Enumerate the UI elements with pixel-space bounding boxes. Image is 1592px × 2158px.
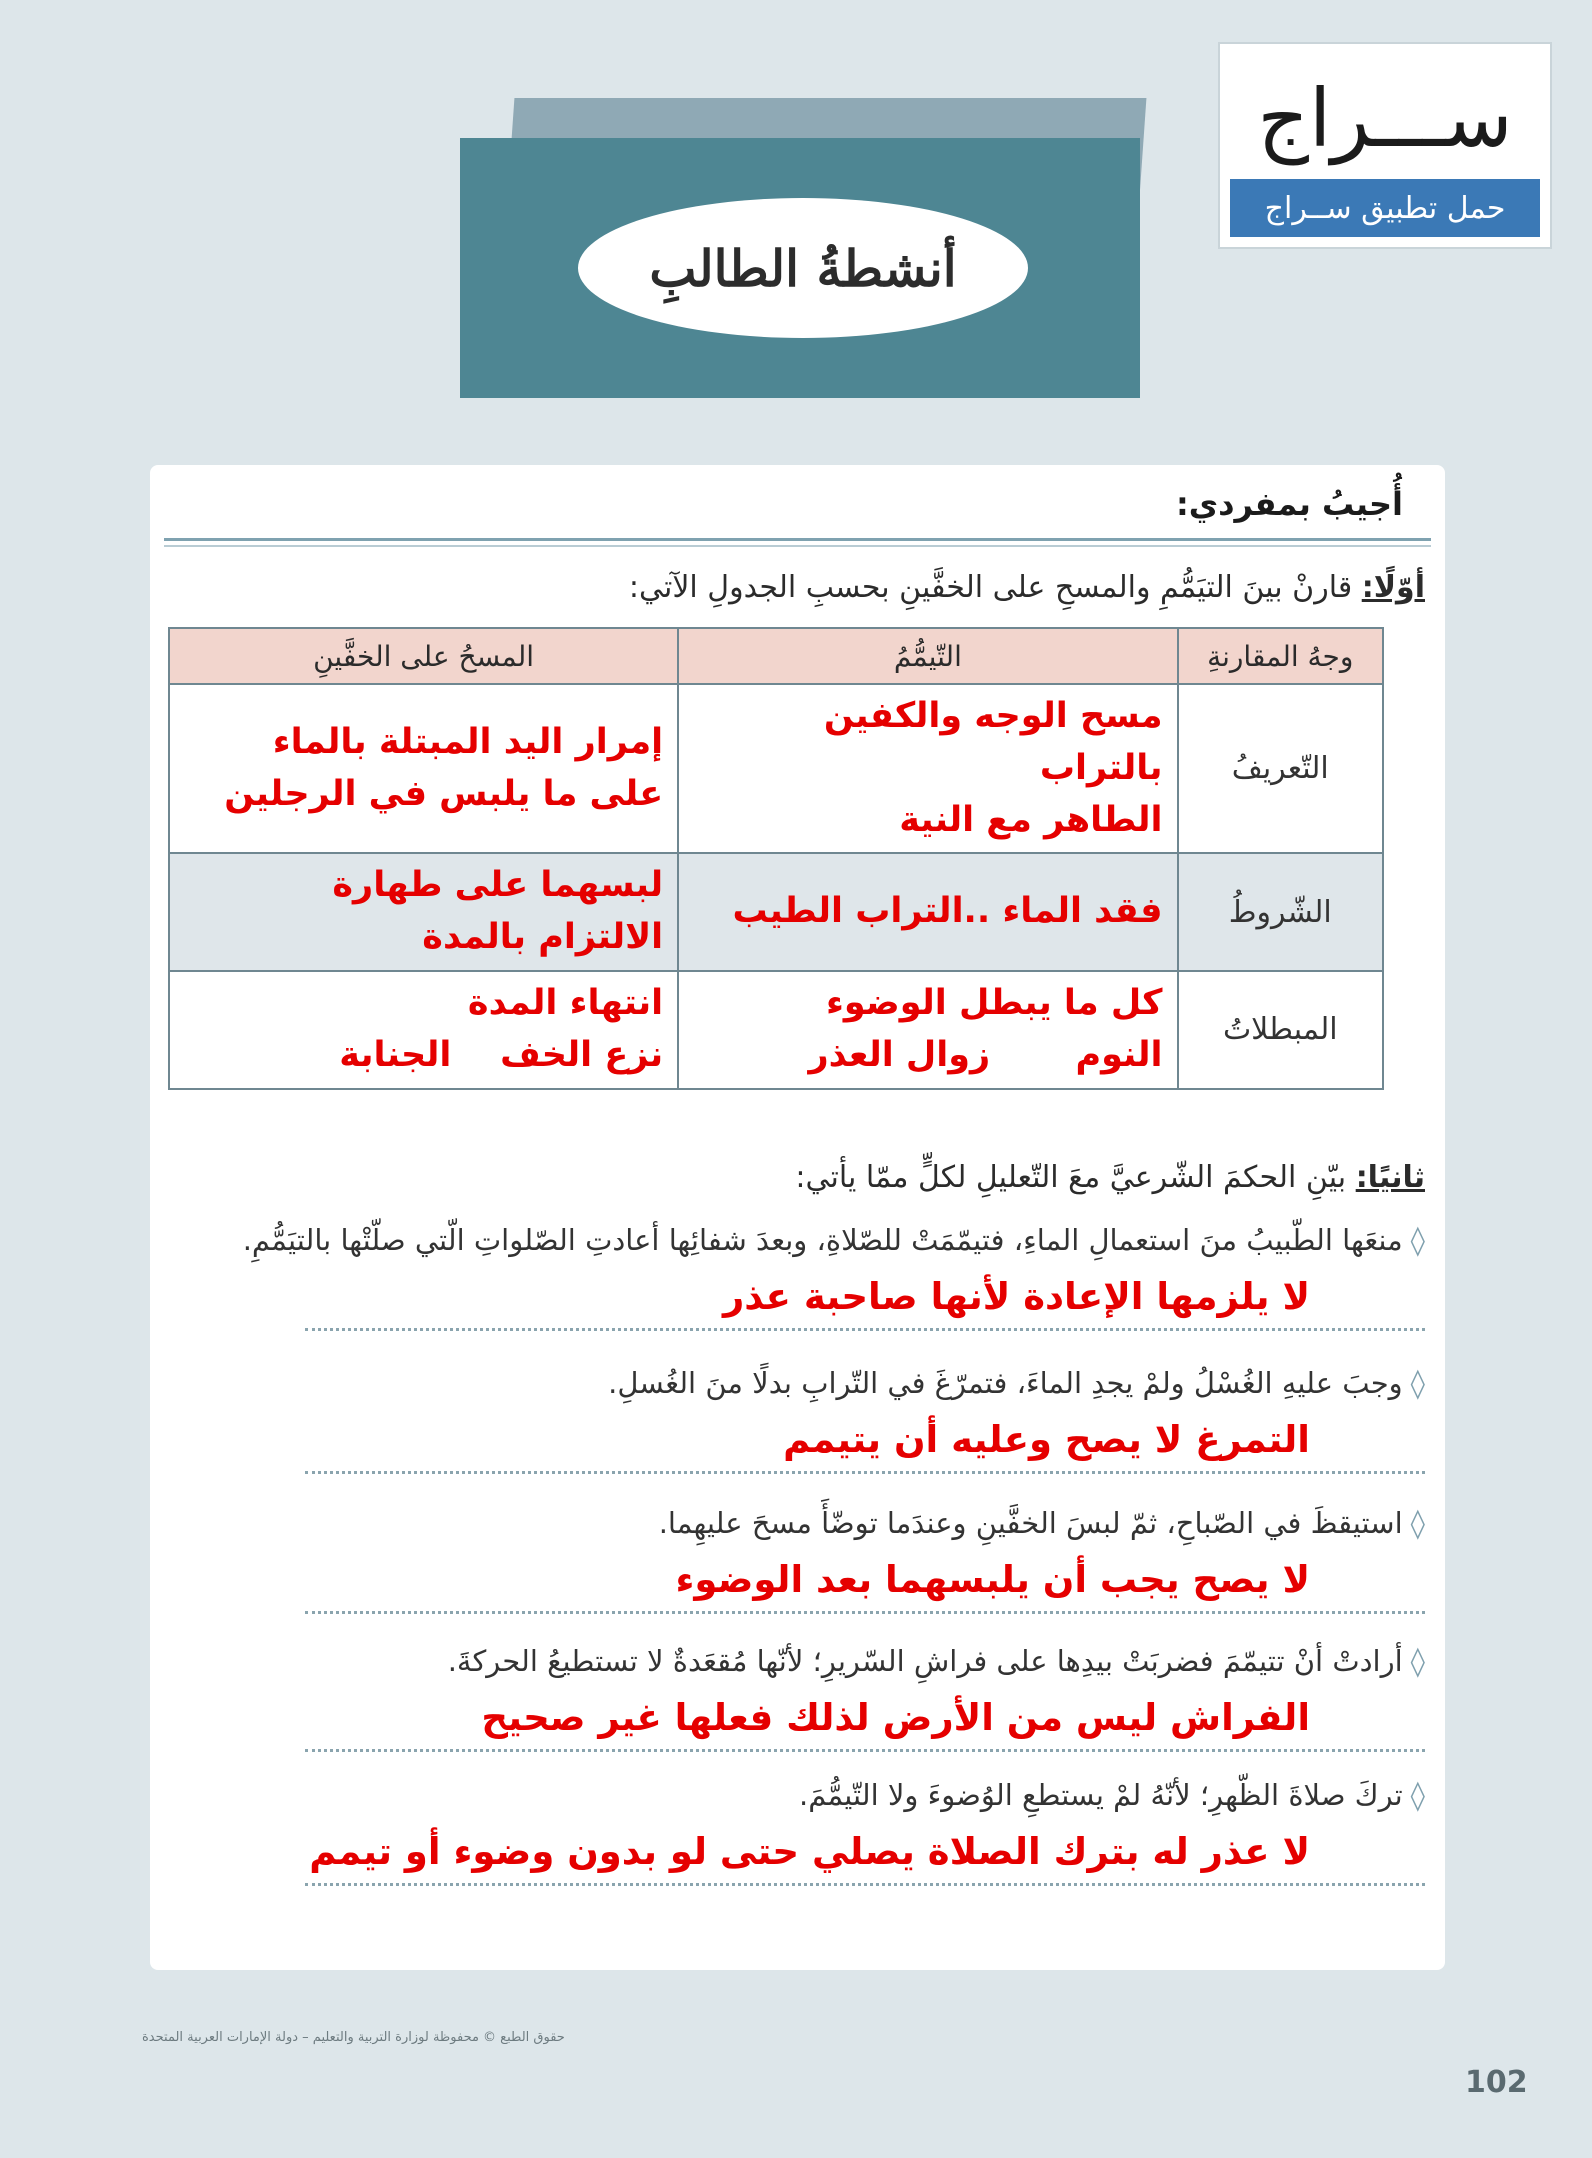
logo-word: ســـراج [1257,72,1513,165]
answer-masah-conditions [169,853,678,971]
question-item [170,1505,1425,1614]
header-tayammum: التّيمُّمُ [678,628,1177,684]
answer-line-dotted [305,1883,1425,1886]
heading-rule [164,538,1431,541]
question-text: وجبَ عليهِ الغُسْلُ ولمْ يجدِ الماءَ، فتمرّغَ في التّرابِ بدلًا منَ الغُسلِ. [608,1366,1403,1400]
page-number: 102 [1465,2065,1528,2100]
answer-line: الالتزام بالمدة [422,917,664,958]
answer-line-dotted [305,1611,1425,1614]
answer-line: مسح الوجه والكفين بالتراب [823,696,1163,788]
answer-tayammum-conditions [678,853,1177,971]
answer-text: لا يصح يجب أن يلبسهما بعد الوضوء [675,1557,1310,1601]
row-label-conditions: الشّروطُ [1178,853,1384,971]
diamond-bullet-icon: ◊ [1410,1644,1425,1678]
diamond-bullet-icon: ◊ [1410,1223,1425,1257]
table-row-nullifiers [169,971,1383,1089]
question-prompt [170,1643,1425,1681]
question-prompt [170,1777,1425,1815]
comparison-table [168,627,1384,1090]
table-header-row [169,628,1383,684]
answer-line-dotted [305,1749,1425,1752]
part2-text: بيّنِ الحكمَ الشّرعيَّ معَ التّعليلِ لكلٍّ ممّا يأتي: [795,1160,1347,1195]
question-prompt [170,1505,1425,1543]
logo-tagline: حمل تطبيق ســراج [1230,179,1540,237]
diamond-bullet-icon: ◊ [1410,1366,1425,1400]
question-text: تركَ صلاةَ الظّهرِ؛ لأنّهُ لمْ يستطعِ الوُضوءَ ولا التّيمُّمَ. [798,1778,1403,1812]
part1-prompt [629,570,1425,605]
answer-tayammum-definition [678,684,1177,853]
answer-text: الفراش ليس من الأرض لذلك فعلها غير صحيح [481,1695,1310,1739]
copyright-note: حقوق الطبع © محفوظة لوزارة التربية والتعليم – دولة الإمارات العربية المتحدة [142,2030,565,2045]
diamond-bullet-icon: ◊ [1410,1506,1425,1540]
question-item [170,1777,1425,1886]
question-item [170,1365,1425,1474]
answer-line: نزع الخف الجنابة [339,1034,664,1075]
part1-text: قارنْ بينَ التيَمُّمِ والمسحِ على الخفَّينِ بحسبِ الجدولِ الآتي: [628,570,1353,605]
row-label-definition: التّعريفُ [1178,684,1384,853]
answer-line: انتهاء المدة [467,982,664,1023]
table-row-conditions [169,853,1383,971]
question-prompt [170,1222,1425,1260]
answer-line: على ما يلبس في الرجلين [224,773,664,814]
answer-masah-definition [169,684,678,853]
part2-lead: ثانيًا: [1355,1160,1425,1195]
answer-line-dotted [305,1328,1425,1331]
answer-text: لا عذر له بترك الصلاة يصلي حتى لو بدون وضوء أو تيمم [309,1829,1310,1873]
activity-heading: أُجيبُ بمفردي: [1175,485,1403,523]
diamond-bullet-icon: ◊ [1410,1778,1425,1812]
answer-line: فقد الماء ..التراب الطيب [732,891,1163,932]
part1-lead: أوّلًا: [1361,570,1425,605]
answer-line-dotted [305,1471,1425,1474]
answer-tayammum-nullifiers [678,971,1177,1089]
heading-rule-secondary [164,545,1431,547]
answer-line: الطاهر مع النية [899,799,1163,840]
banner-title: أنشطةُ الطالبِ [649,238,957,298]
answer-text: لا يلزمها الإعادة لأنها صاحبة عذر [723,1274,1310,1318]
header-comparison-aspect: وجهُ المقارنةِ [1178,628,1384,684]
answer-line: كل ما يبطل الوضوء [826,982,1163,1023]
question-text: منعَها الطّبيبُ منَ استعمالِ الماءِ، فتيمّمَتْ للصّلاةِ، وبعدَ شفائِها أعادتِ الصّلواتِ الّتي صلّتْها بالتيَمُّمِ. [242,1223,1403,1257]
answer-masah-nullifiers [169,971,678,1089]
answer-line: النوم زوال العذر [808,1034,1163,1075]
question-text: استيقظَ في الصّباحِ، ثمّ لبسَ الخفَّينِ وعندَما توضّأَ مسحَ عليهِما. [658,1506,1403,1540]
banner-lens [578,198,1028,338]
question-prompt [170,1365,1425,1403]
header-masah: المسحُ على الخفَّينِ [169,628,678,684]
question-item [170,1222,1425,1331]
question-text: أرادتْ أنْ تتيمّمَ فضربَتْ بيدِها على فراشِ السّريرِ؛ لأنّها مُقعَدةٌ لا تستطيعُ الحركةَ. [447,1644,1403,1678]
answer-line: إمرار اليد المبتلة بالماء [272,721,664,762]
row-label-nullifiers: المبطلاتُ [1178,971,1384,1089]
activity-card [150,465,1445,1970]
question-item [170,1643,1425,1752]
answer-line: لبسهما على طهارة [332,865,664,906]
part2-prompt [795,1160,1425,1195]
siraj-logo[interactable] [1218,42,1552,249]
answer-text: التمرغ لا يصح وعليه أن يتيمم [783,1417,1310,1461]
table-row-definition [169,684,1383,853]
